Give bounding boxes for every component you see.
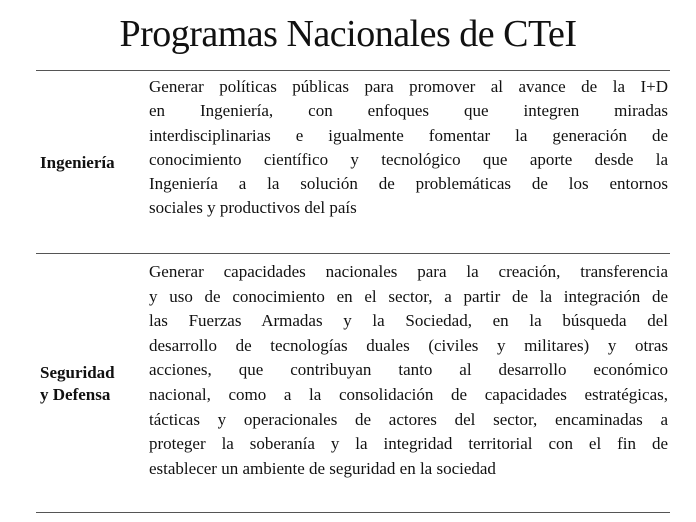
description-line: las Fuerzas Armadas y la Sociedad, en la búsqueda del [149,311,668,331]
description-line: interdisciplinarias e igualmente fomentar la generación de [149,125,668,145]
description-line: desarrollo de tecnologías duales (civiles y militares) y otras [149,335,668,355]
description-line: y uso de conocimiento en el sector, a partir de la integración de [149,286,668,306]
row-description [149,260,668,481]
row-label-line: y Defensa [40,384,111,404]
description-line: nacional, como a la consolidación de capacidades estratégicas, [149,384,668,404]
row-label [40,255,142,512]
table-row-ingenieria [36,72,670,253]
description-line: Ingeniería a la solución de problemáticas de los entornos [149,174,668,194]
table-bottom-rule [36,512,670,513]
row-label [40,72,142,253]
description-line: sociales y productivos del país [149,198,357,218]
description-line: en Ingeniería, con enfoques que integren miradas [149,101,668,121]
description-line: tácticas y operacionales de actores del sector, encaminadas a [149,409,668,429]
table-row-divider [36,253,670,254]
description-line: establecer un ambiente de seguridad en la sociedad [149,458,496,478]
table-row-seguridad-defensa [36,255,670,512]
table-top-rule [36,70,670,71]
description-line: Generar capacidades nacionales para la creación, transferencia [149,262,668,281]
row-label-line: Ingeniería [40,152,115,172]
description-line: acciones, que contribuyan tanto al desarrollo económico [149,360,668,380]
description-line: Generar políticas públicas para promover al avance de la I+D [149,77,668,96]
row-description [149,75,668,221]
description-line: conocimiento científico y tecnológico que aporte desde la [149,149,668,169]
description-line: proteger la soberanía y la integridad territorial con el fin de [149,434,668,454]
page-title: Programas Nacionales de CTeI [119,13,577,55]
row-label-line: Seguridad [40,362,115,382]
